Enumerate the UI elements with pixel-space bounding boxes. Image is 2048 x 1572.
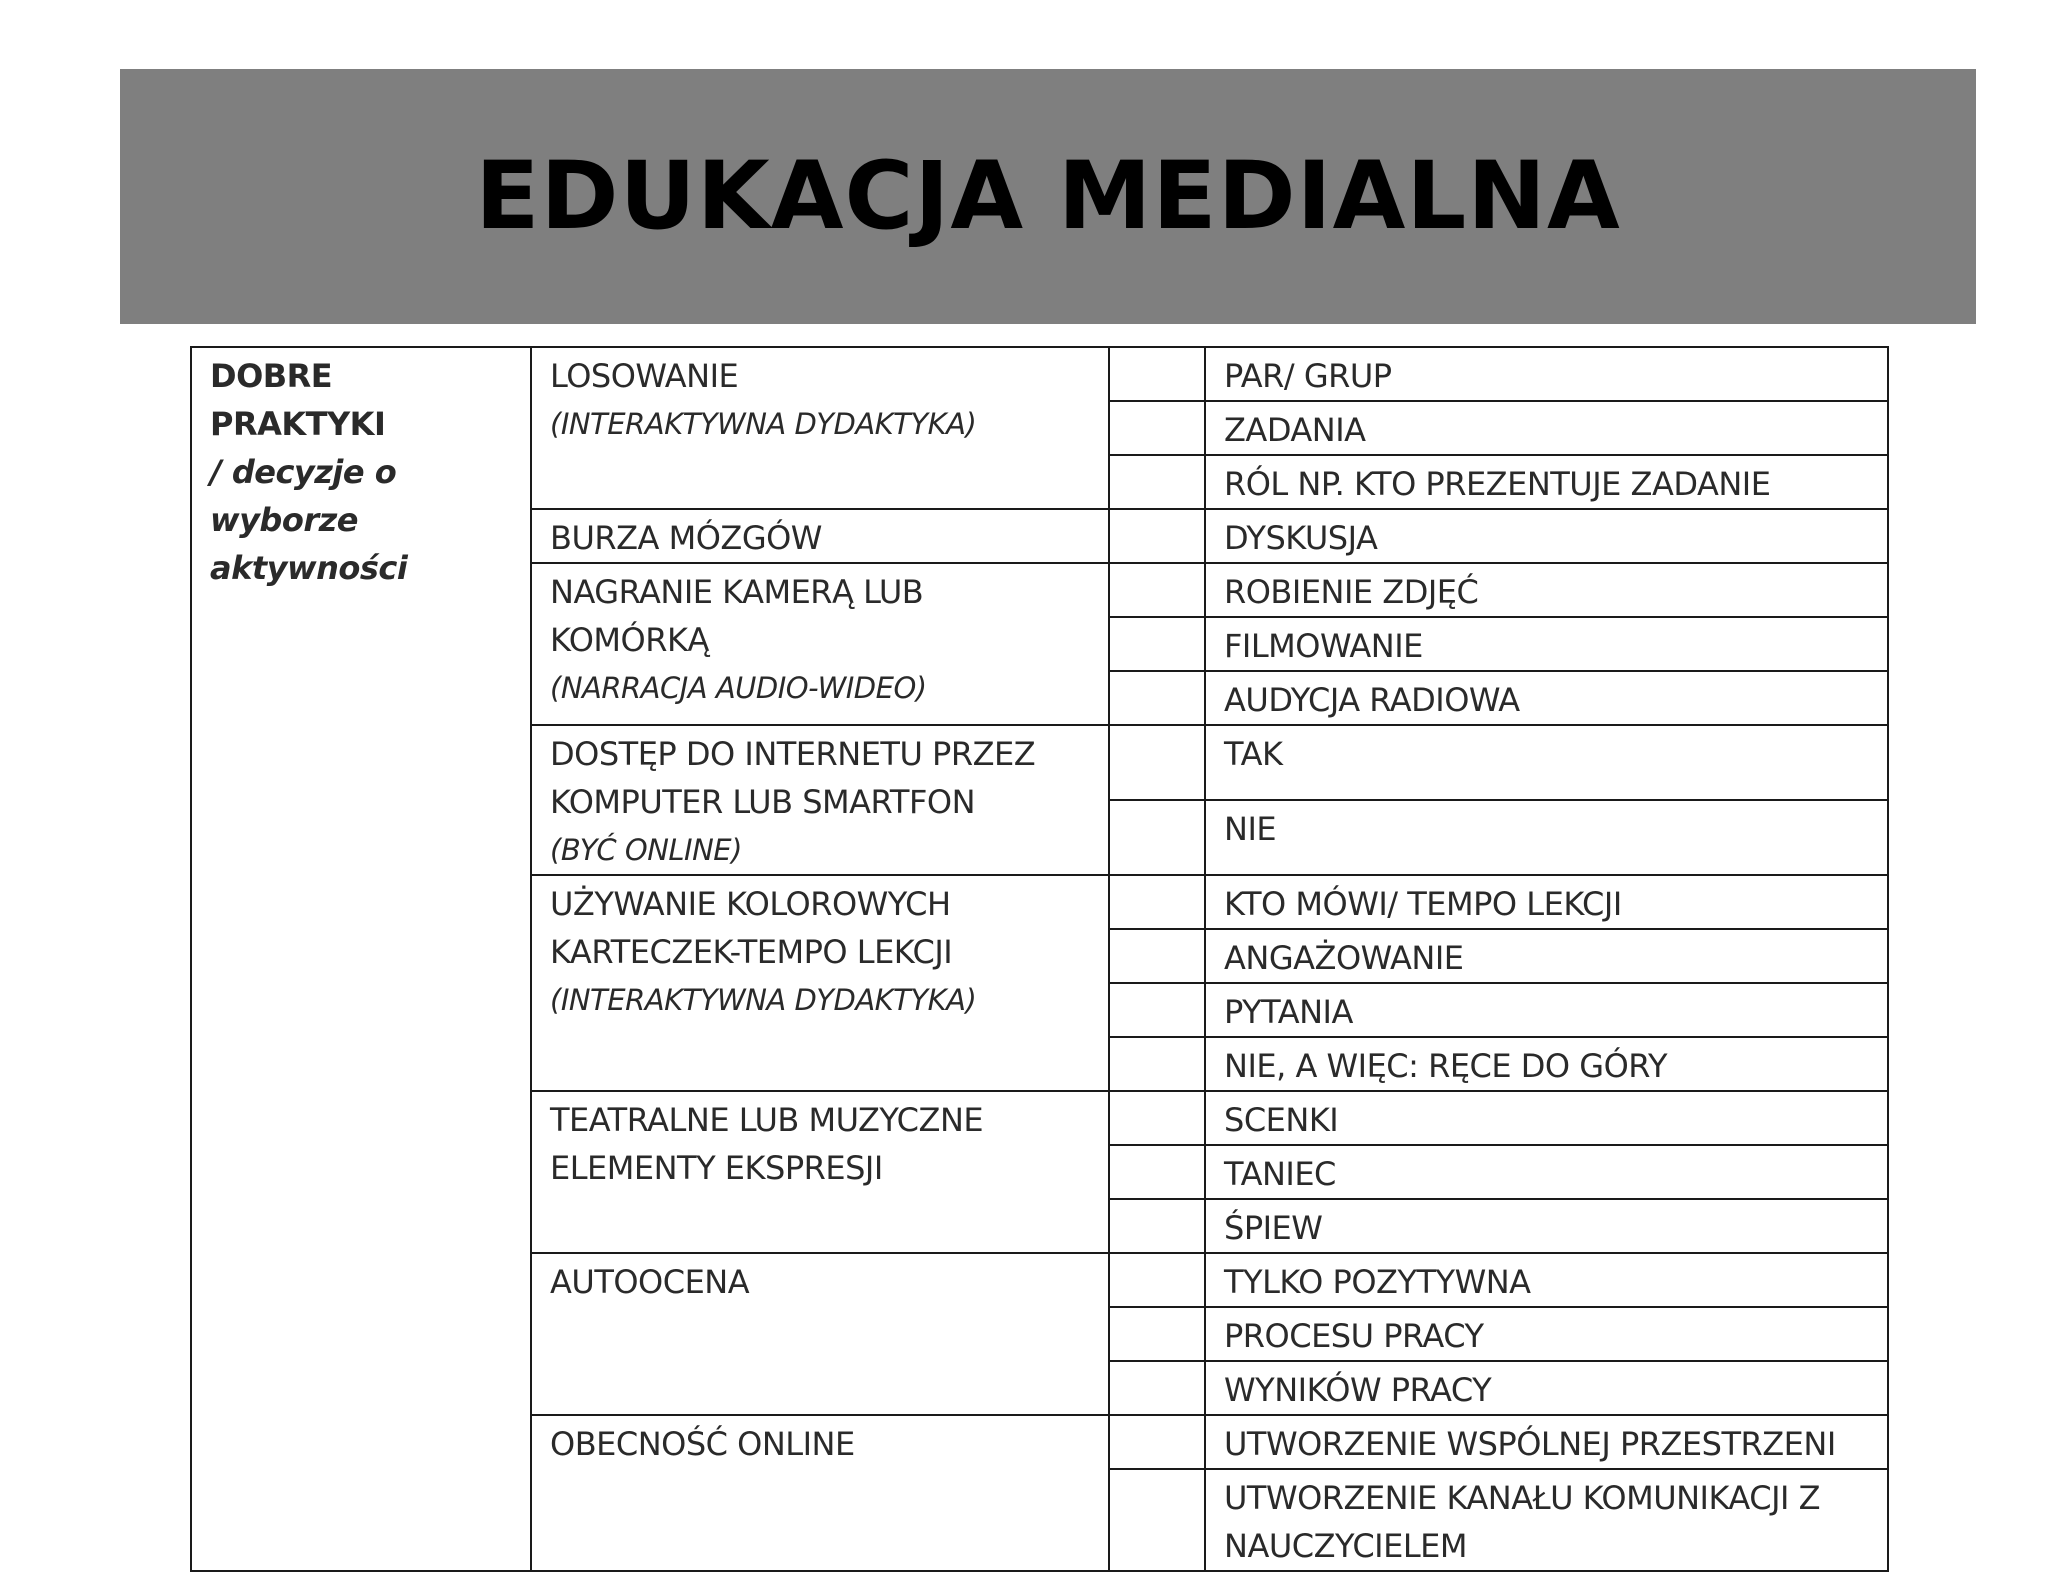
blank-cell	[1109, 1307, 1205, 1361]
blank-cell	[1109, 455, 1205, 509]
option-cell: WYNIKÓW PRACY	[1205, 1361, 1888, 1415]
blank-cell	[1109, 1091, 1205, 1145]
blank-cell	[1109, 1145, 1205, 1199]
option-cell: AUDYCJA RADIOWA	[1205, 671, 1888, 725]
blank-cell	[1109, 617, 1205, 671]
option-cell: NIE, A WIĘC: RĘCE DO GÓRY	[1205, 1037, 1888, 1091]
activity-note: (INTERAKTYWNA DYDAKTYKA)	[550, 407, 977, 441]
activity-cell	[531, 509, 1109, 563]
activity-label: NAGRANIE KAMERĄ LUB KOMÓRKĄ	[550, 573, 924, 659]
option-cell: DYSKUSJA	[1205, 509, 1888, 563]
activity-note: (BYĆ ONLINE)	[550, 833, 742, 867]
option-cell: ROBIENIE ZDJĘĆ	[1205, 563, 1888, 617]
blank-cell	[1109, 1469, 1205, 1571]
blank-cell	[1109, 875, 1205, 929]
activity-note: (NARRACJA AUDIO-WIDEO)	[550, 671, 927, 705]
blank-cell	[1109, 509, 1205, 563]
option-cell: TAK	[1205, 725, 1888, 800]
option-cell: UTWORZENIE KANAŁU KOMUNIKACJI Z NAUCZYCIELEM	[1205, 1469, 1888, 1571]
activity-cell	[531, 563, 1109, 725]
activity-label: DOSTĘP DO INTERNETU PRZEZ KOMPUTER LUB SMARTFON	[550, 735, 1036, 821]
blank-cell	[1109, 1037, 1205, 1091]
option-cell: PROCESU PRACY	[1205, 1307, 1888, 1361]
blank-cell	[1109, 929, 1205, 983]
activity-label: TEATRALNE LUB MUZYCZNE ELEMENTY EKSPRESJI	[550, 1101, 984, 1187]
option-cell: RÓL NP. KTO PREZENTUJE ZADANIE	[1205, 455, 1888, 509]
option-cell: KTO MÓWI/ TEMPO LEKCJI	[1205, 875, 1888, 929]
activity-label: AUTOOCENA	[550, 1263, 750, 1301]
activity-label: OBECNOŚĆ ONLINE	[550, 1425, 855, 1463]
activity-cell	[531, 1253, 1109, 1415]
blank-cell	[1109, 563, 1205, 617]
activity-label: LOSOWANIE	[550, 357, 739, 395]
title-bar	[120, 69, 1976, 324]
blank-cell	[1109, 671, 1205, 725]
activity-note: (INTERAKTYWNA DYDAKTYKA)	[550, 983, 977, 1017]
option-cell: SCENKI	[1205, 1091, 1888, 1145]
option-cell: PAR/ GRUP	[1205, 347, 1888, 401]
header-italic-label: / decyzje o wyborze aktywności	[210, 453, 408, 587]
table-header-cell	[191, 347, 531, 1571]
option-cell: ZADANIA	[1205, 401, 1888, 455]
option-cell: FILMOWANIE	[1205, 617, 1888, 671]
blank-cell	[1109, 1253, 1205, 1307]
option-cell: ANGAŻOWANIE	[1205, 929, 1888, 983]
blank-cell	[1109, 347, 1205, 401]
blank-cell	[1109, 983, 1205, 1037]
header-bold-label: DOBRE PRAKTYKI	[210, 357, 386, 443]
option-cell: ŚPIEW	[1205, 1199, 1888, 1253]
table-row	[191, 347, 1888, 401]
blank-cell	[1109, 725, 1205, 800]
blank-cell	[1109, 1199, 1205, 1253]
option-cell: NIE	[1205, 800, 1888, 875]
activity-label: UŻYWANIE KOLOROWYCH KARTECZEK-TEMPO LEKCJI	[550, 885, 953, 971]
blank-cell	[1109, 800, 1205, 875]
activity-cell	[531, 725, 1109, 875]
practices-table	[190, 346, 1889, 1572]
blank-cell	[1109, 401, 1205, 455]
blank-cell	[1109, 1415, 1205, 1469]
blank-cell	[1109, 1361, 1205, 1415]
option-cell: UTWORZENIE WSPÓLNEJ PRZESTRZENI	[1205, 1415, 1888, 1469]
activity-cell	[531, 347, 1109, 509]
activity-cell	[531, 1415, 1109, 1571]
activity-cell	[531, 875, 1109, 1091]
page-title: EDUKACJA MEDIALNA	[475, 142, 1621, 251]
option-cell: TYLKO POZYTYWNA	[1205, 1253, 1888, 1307]
activity-label: BURZA MÓZGÓW	[550, 519, 822, 557]
option-cell: TANIEC	[1205, 1145, 1888, 1199]
option-cell: PYTANIA	[1205, 983, 1888, 1037]
activity-cell	[531, 1091, 1109, 1253]
